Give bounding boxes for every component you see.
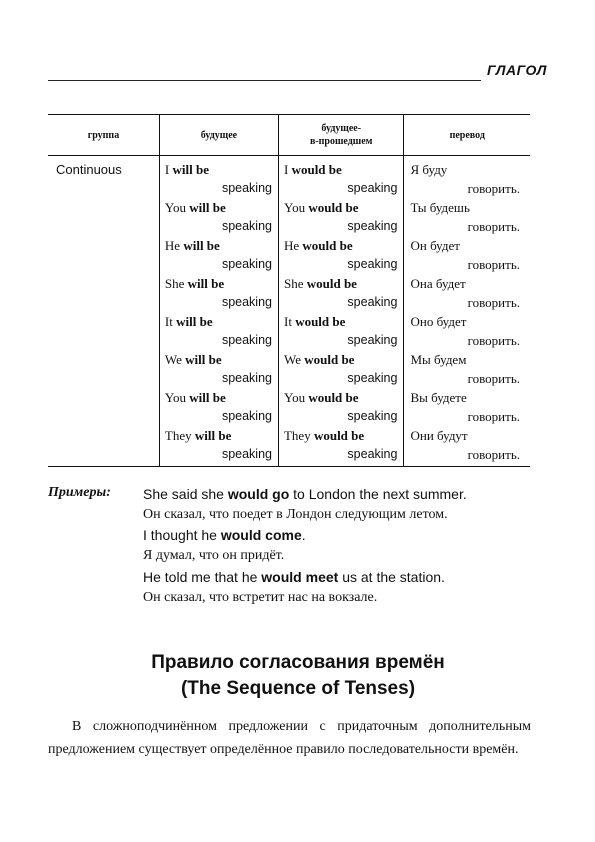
future-form [160, 312, 278, 350]
auxiliary: will be [194, 428, 232, 443]
fip-subject-aux [279, 426, 403, 445]
future-subject-aux [160, 236, 278, 255]
verb-form: speaking [221, 333, 272, 347]
translation-form [404, 426, 530, 464]
fip-subject-aux [279, 312, 403, 331]
verb-form: speaking [347, 295, 398, 309]
sentence-text: Он сказал, что поедет в Лондон следующим летом. [143, 506, 448, 522]
example-translation [143, 548, 284, 564]
fip-subject-aux [279, 160, 403, 179]
future-form [160, 198, 278, 236]
auxiliary: will be [185, 352, 222, 367]
future-subject-aux [160, 388, 278, 407]
future-in-past-form [279, 274, 403, 312]
auxiliary: will be [189, 390, 226, 405]
future-form [160, 274, 278, 312]
future-subject-aux [160, 274, 278, 293]
table-header-row [48, 115, 530, 156]
translation-cell [404, 156, 530, 467]
fip-subject-aux [279, 350, 403, 369]
translation-verb: говорить. [467, 447, 520, 462]
auxiliary: would be [291, 162, 342, 177]
header-translation: перевод [404, 115, 530, 156]
examples-label: Примеры: [48, 485, 111, 500]
future-form [160, 350, 278, 388]
example-sentence [143, 486, 467, 502]
translation-form [404, 160, 530, 198]
future-in-past-form [279, 388, 403, 426]
future-in-past-form [279, 160, 403, 198]
sentence-text: us at the station. [338, 568, 445, 585]
translation-subject: Они будут [410, 428, 468, 443]
subject: I [164, 162, 173, 177]
fip-subject-aux [279, 236, 403, 255]
header-future-in-past: будущее- в-прошедшем [278, 115, 403, 156]
section-title-en: (The Sequence of Tenses) [180, 678, 416, 699]
auxiliary: will be [183, 238, 220, 253]
auxiliary: will be [187, 276, 225, 291]
subject: You [283, 390, 309, 405]
subject: I [283, 162, 292, 177]
auxiliary: would be [308, 200, 359, 215]
verb-form: speaking [347, 181, 398, 195]
subject: She [283, 276, 307, 291]
fip-subject-aux [279, 388, 403, 407]
future-in-past-form [279, 350, 403, 388]
translation-form [404, 312, 530, 350]
verb-form: speaking [347, 371, 398, 385]
verb-form: speaking [221, 409, 272, 423]
verb-form: speaking [221, 219, 272, 233]
translation-verb: говорить. [467, 333, 520, 348]
subject: It [164, 314, 177, 329]
header-group: группа [48, 115, 159, 156]
future-in-past-form [279, 236, 403, 274]
table-row [48, 156, 530, 467]
verb-form: speaking [347, 409, 398, 423]
future-in-past-form [279, 312, 403, 350]
translation-form [404, 236, 530, 274]
verb-form: speaking [347, 447, 398, 461]
sentence-text: She said she [143, 486, 228, 502]
subject: They [164, 428, 195, 443]
subject: He [283, 238, 303, 253]
running-head: ГЛАГОЛ [487, 62, 547, 78]
translation-form [404, 388, 530, 426]
subject: She [164, 276, 188, 291]
verb-form: speaking [347, 219, 398, 233]
translation-verb: говорить. [467, 409, 520, 424]
translation-form [404, 350, 530, 388]
header-rule [48, 80, 481, 81]
future-form [160, 426, 278, 464]
future-form [160, 388, 278, 426]
translation-subject: Она будет [410, 276, 466, 291]
fip-subject-aux [279, 274, 403, 293]
future-subject-aux [160, 160, 278, 179]
verb-form: speaking [221, 371, 272, 385]
verb-form: speaking [221, 257, 272, 271]
section-title-ru: Правило согласования времён [151, 652, 445, 673]
highlighted-verb: would go [227, 486, 290, 502]
subject: We [283, 352, 305, 367]
translation-form [404, 274, 530, 312]
future-subject-aux [160, 350, 278, 369]
verb-form: speaking [221, 447, 272, 461]
verb-form: speaking [347, 333, 398, 347]
sentence-text: He told me that he [143, 568, 262, 585]
verb-form: speaking [221, 295, 272, 309]
translation-subject: Оно будет [410, 314, 467, 329]
translation-verb: говорить. [467, 219, 520, 234]
example-translation [143, 507, 448, 523]
body-paragraph: В сложноподчинённом предложении с придаточным дополнительным предложением существует определённое правило последовательности времён. [48, 719, 531, 757]
auxiliary: would be [313, 428, 365, 443]
subject: You [164, 200, 190, 215]
verb-form: speaking [221, 181, 272, 195]
future-subject-aux [160, 312, 278, 331]
subject: You [283, 200, 309, 215]
translation-subject: Мы будем [410, 352, 467, 367]
subject: You [164, 390, 190, 405]
auxiliary: would be [304, 352, 355, 367]
translation-verb: говорить. [467, 371, 520, 386]
auxiliary: would be [308, 390, 359, 405]
auxiliary: would be [306, 276, 357, 291]
translation-subject: Вы будете [410, 390, 467, 405]
future-form [160, 160, 278, 198]
fip-subject-aux [279, 198, 403, 217]
auxiliary: will be [172, 162, 209, 177]
subject: They [283, 428, 314, 443]
future-in-past-cell [278, 156, 403, 467]
auxiliary: will be [189, 200, 226, 215]
header-future: будущее [159, 115, 278, 156]
future-subject-aux [160, 198, 278, 217]
future-form [160, 236, 278, 274]
sentence-text: I thought he [143, 527, 221, 544]
translation-subject: Я буду [410, 162, 448, 177]
sentence-text: . [301, 527, 306, 544]
sentence-text: Я думал, что он придёт. [143, 548, 285, 564]
future-cell [159, 156, 278, 467]
example-translation [143, 590, 377, 606]
future-in-past-form [279, 426, 403, 464]
auxiliary: will be [176, 314, 213, 329]
auxiliary: would be [302, 238, 353, 253]
translation-subject: Ты будешь [410, 200, 470, 215]
sentence-text: to London the next summer. [289, 486, 467, 502]
conjugation-table [48, 114, 530, 467]
future-in-past-form [279, 198, 403, 236]
translation-verb: говорить. [467, 295, 520, 310]
verb-form: speaking [347, 257, 398, 271]
translation-form [404, 198, 530, 236]
subject: We [164, 352, 186, 367]
translation-verb: говорить. [467, 257, 520, 272]
auxiliary: would be [295, 314, 346, 329]
translation-subject: Он будет [410, 238, 460, 253]
example-sentence [143, 527, 306, 543]
group-cell [48, 156, 159, 467]
subject: It [283, 314, 296, 329]
subject: He [164, 238, 184, 253]
highlighted-verb: would meet [261, 568, 339, 585]
highlighted-verb: would come [220, 527, 302, 544]
group-name: Continuous [56, 162, 122, 177]
example-sentence [143, 569, 445, 585]
sentence-text: Он сказал, что встретит нас на вокзале. [143, 589, 378, 605]
future-subject-aux [160, 426, 278, 445]
translation-verb: говорить. [467, 181, 520, 196]
